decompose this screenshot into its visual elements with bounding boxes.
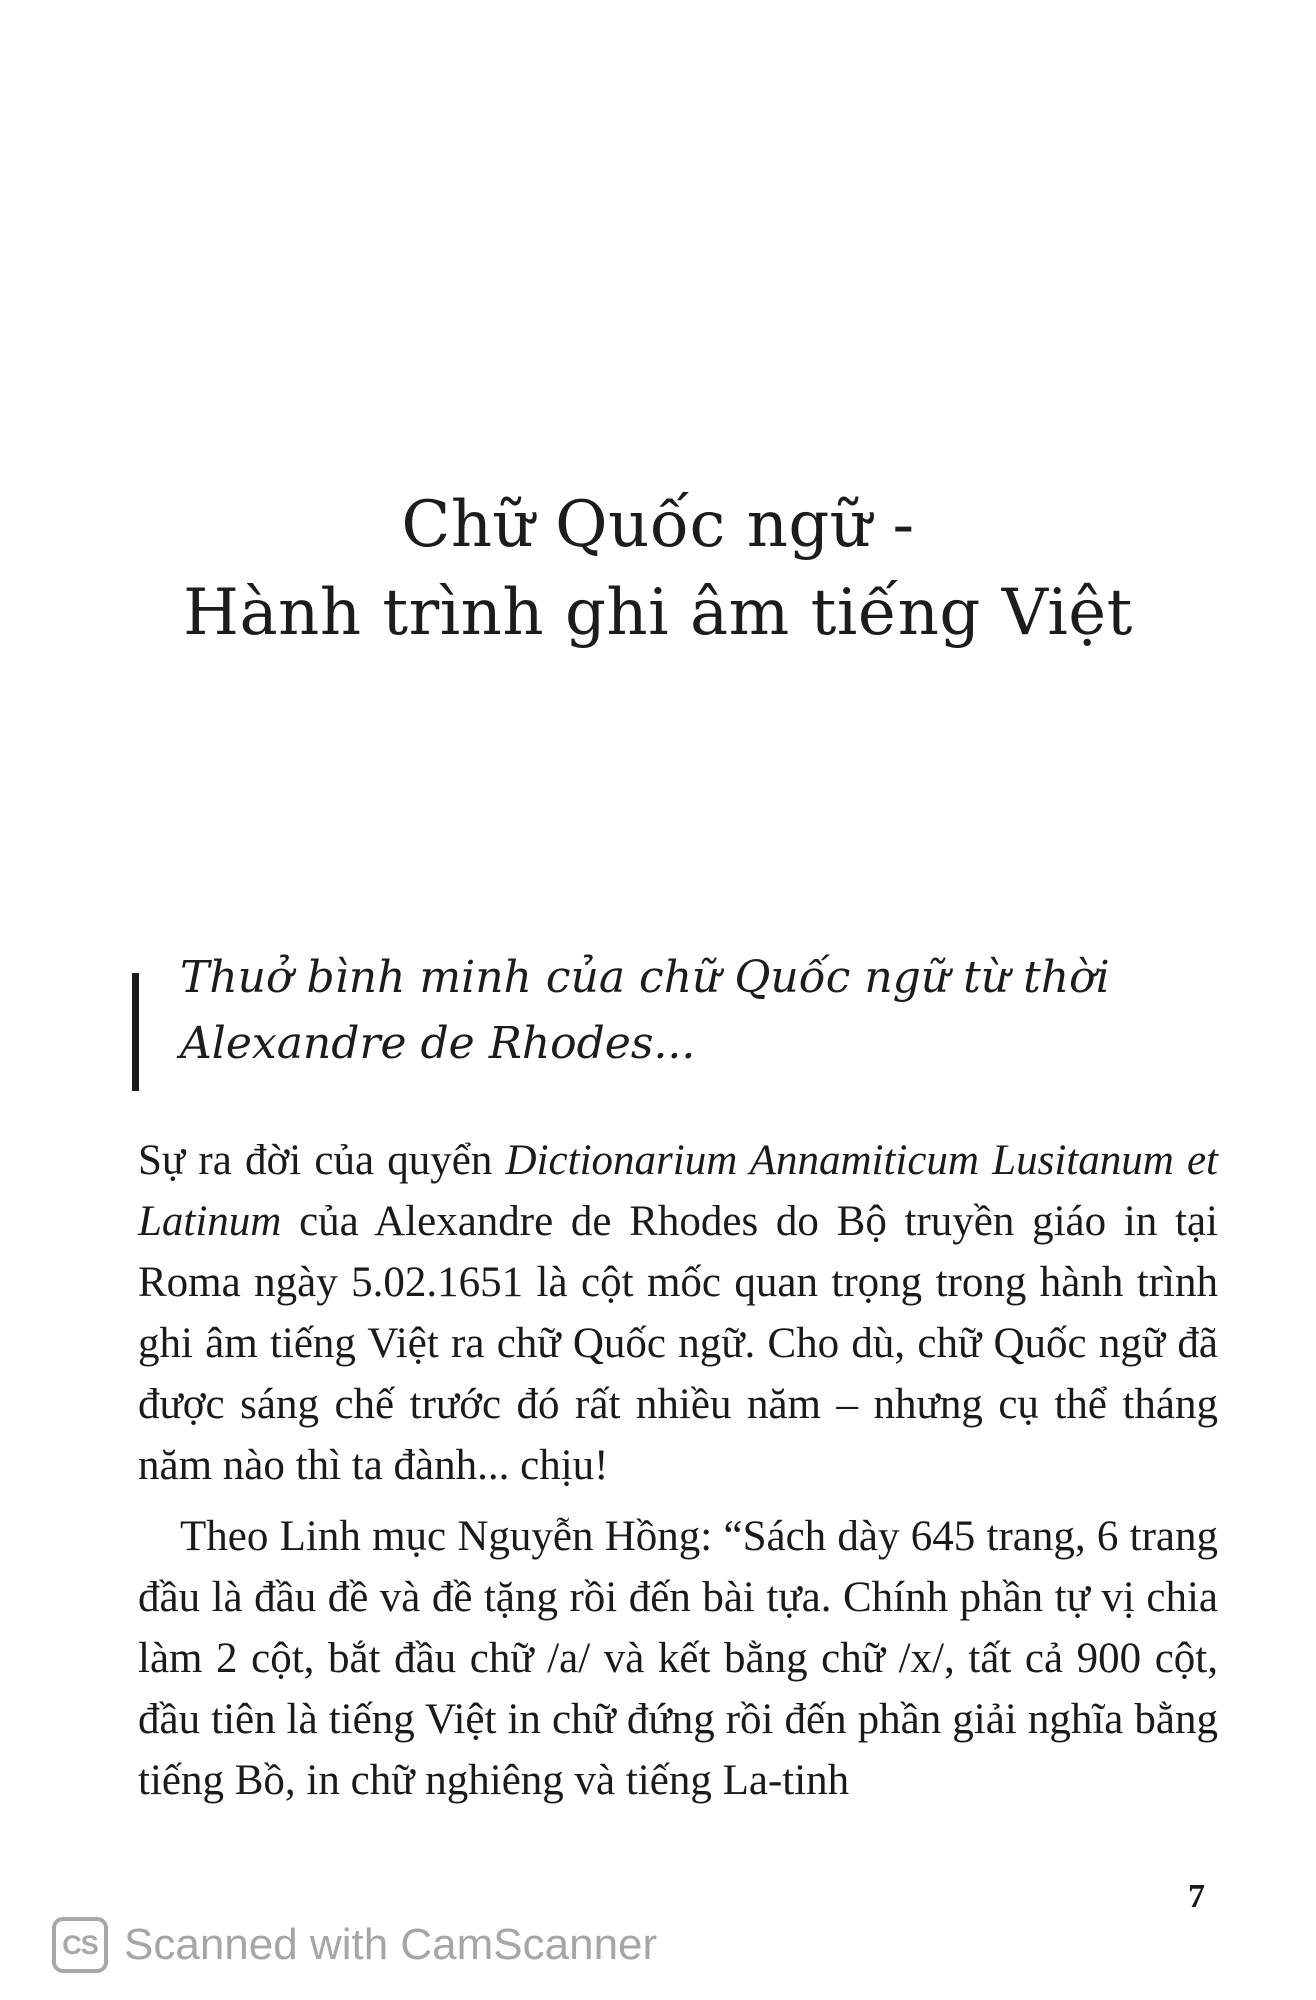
paragraph-1 xyxy=(138,1130,1218,1496)
section-heading-bar xyxy=(132,973,139,1091)
paragraph-1-suffix: của Alexandre de Rhodes do Bộ truyền giáo in tại Roma ngày 5.02.1651 là cột mốc quan trọng trong hành trình ghi âm tiếng Việt ra chữ Quốc ngữ. Cho dù, chữ Quốc ngữ đã được sáng chế trước đó rất nhiều năm – nhưng cụ thể tháng năm nào thì ta đành... chịu! xyxy=(138,1198,1218,1489)
paragraph-2: Theo Linh mục Nguyễn Hồng: “Sách dày 645 trang, 6 trang đầu là đầu đề và đề tặng rồi đến bài tựa. Chính phần tự vị chia làm 2 cột, bắt đầu chữ /a/ và kết bằng chữ /x/, tất cả 900 cột, đầu tiên là tiếng Việt in chữ đứng rồi đến phần giải nghĩa bằng tiếng Bồ, in chữ nghiêng và tiếng La-tinh xyxy=(138,1513,1218,1804)
body-text xyxy=(138,1130,1218,1821)
section-heading-text: Thuở bình minh của chữ Quốc ngữ từ thời Alexandre de Rhodes... xyxy=(180,952,1110,1069)
scanner-watermark xyxy=(52,1912,657,1978)
page-number: 7 xyxy=(1188,1878,1205,1915)
book-title: Dictionarium Annamiticum Lusitanum et Latinum xyxy=(138,1137,1218,1245)
scanner-label: Scanned with CamScanner xyxy=(124,1920,658,1969)
chapter-title-line-1: Chữ Quốc ngữ - xyxy=(401,487,915,562)
section-heading xyxy=(132,945,1192,1105)
chapter-title xyxy=(0,481,1316,657)
camscanner-logo-icon: CS xyxy=(52,1917,108,1973)
paragraph-1-prefix: Sự ra đời của quyển xyxy=(138,1137,506,1184)
chapter-title-line-2: Hành trình ghi âm tiếng Việt xyxy=(183,575,1133,650)
